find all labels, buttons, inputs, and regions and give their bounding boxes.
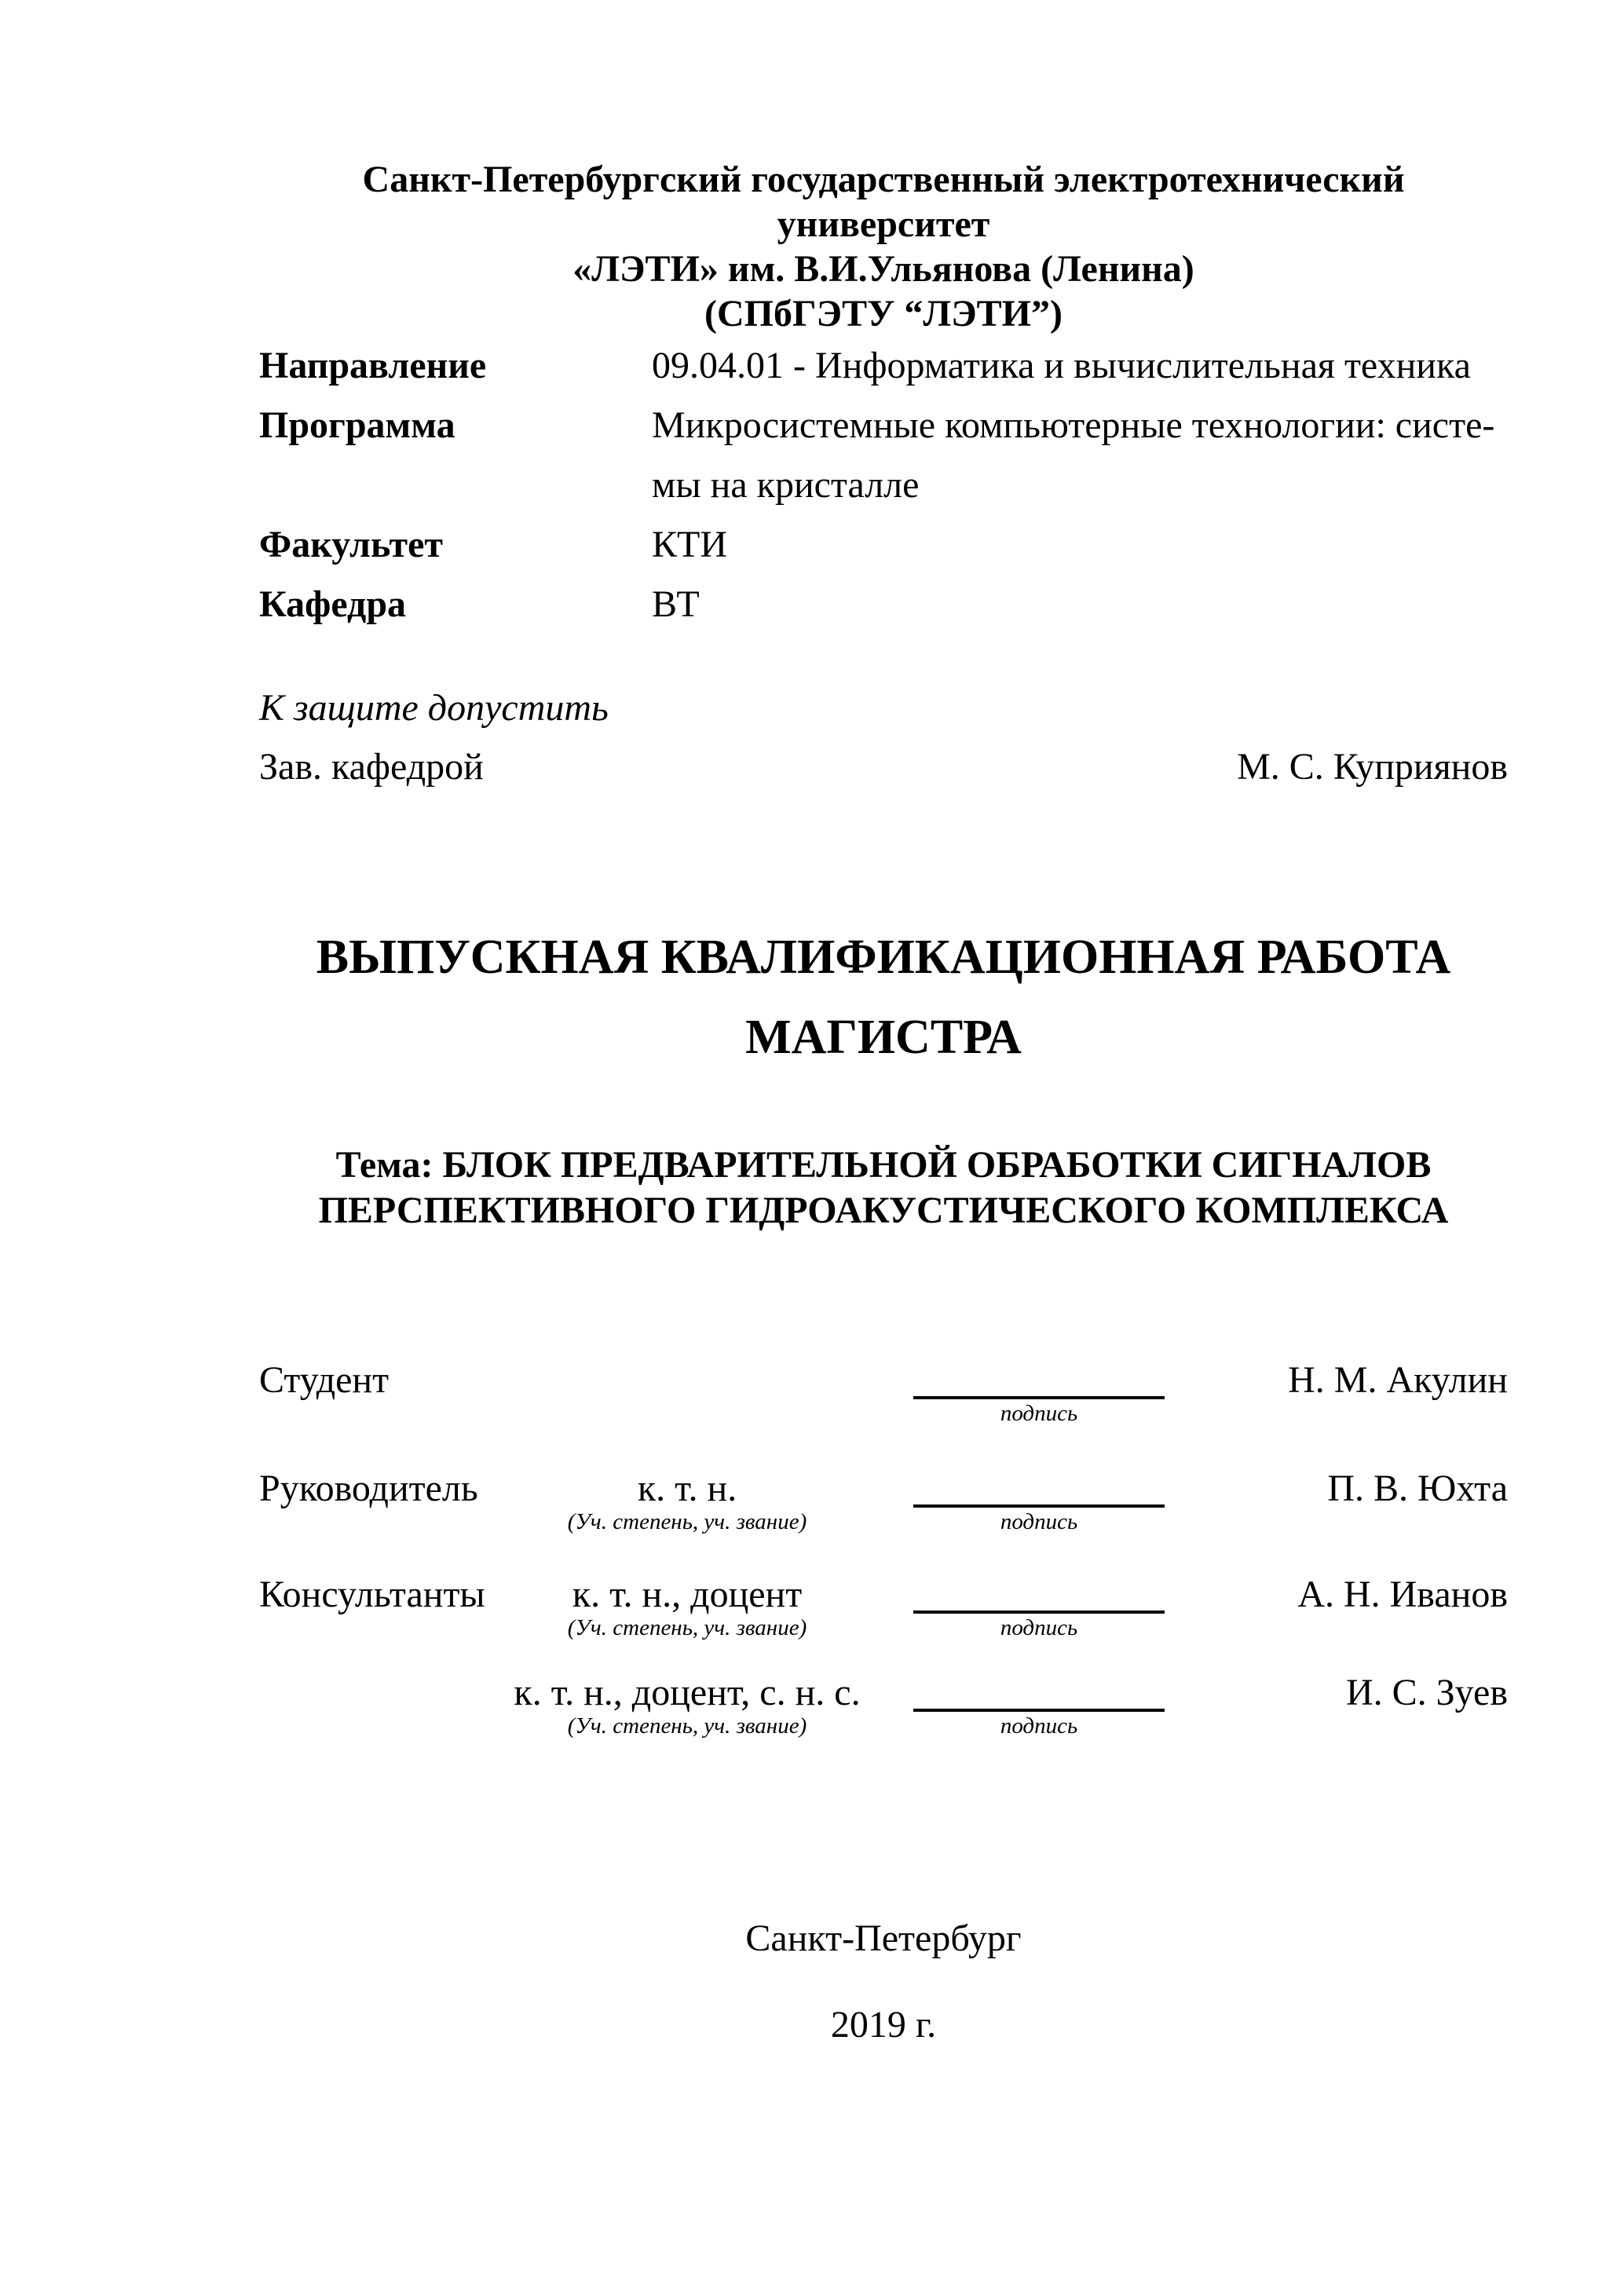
signature-role: Руководитель — [259, 1468, 478, 1509]
thesis-title-line1: ВЫПУСКНАЯ КВАЛИФИКАЦИОННАЯ РАБОТА — [316, 930, 1451, 984]
signature-credential: к. т. н., доцент, с. н. с. — [514, 1672, 861, 1713]
signature-name: А. Н. Иванов — [1297, 1574, 1508, 1615]
signature-name: П. В. Юхта — [1327, 1468, 1508, 1509]
field-value-faculty: КТИ — [652, 524, 727, 565]
university-name-line2: «ЛЭТИ» им. В.И.Ульянова (Ленина) — [572, 248, 1194, 290]
field-label-department: Кафедра — [259, 583, 407, 625]
signature-credential-caption: (Уч. степень, уч. звание) — [567, 1713, 807, 1738]
field-value-program-line2: мы на кристалле — [652, 464, 920, 506]
university-name-line1: Санкт-Петербургский государственный электротехнический университет — [362, 159, 1405, 245]
signature-credential-caption: (Уч. степень, уч. звание) — [567, 1615, 807, 1640]
university-name-line3: (СПбГЭТУ “ЛЭТИ”) — [704, 293, 1063, 335]
field-label-direction: Направление — [259, 345, 487, 386]
topic-line1: Тема: БЛОК ПРЕДВАРИТЕЛЬНОЙ ОБРАБОТКИ СИГНАЛОВ — [335, 1144, 1432, 1186]
admission-approver-name: М. С. Куприянов — [1237, 746, 1508, 788]
signature-name: И. С. Зуев — [1345, 1672, 1508, 1713]
signature-caption: подпись — [1000, 1401, 1078, 1426]
signature-credential: к. т. н. — [637, 1468, 737, 1509]
thesis-title-line2: МАГИСТРА — [745, 1011, 1022, 1064]
university-header — [259, 157, 1508, 336]
field-value-department: ВТ — [652, 583, 700, 625]
footer-city: Санкт-Петербург — [745, 1918, 1022, 1959]
signature-role: Студент — [259, 1359, 390, 1401]
topic-line2: ПЕРСПЕКТИВНОГО ГИДРОАКУСТИЧЕСКОГО КОМПЛЕКСА — [318, 1190, 1449, 1231]
field-value-direction: 09.04.01 - Информатика и вычислительная техника — [652, 345, 1471, 386]
signature-caption: подпись — [1000, 1713, 1078, 1738]
field-label-program: Программа — [259, 404, 455, 446]
admission-approver-label: Зав. кафедрой — [259, 746, 484, 788]
field-value-program-line1: Микросистемные компьютерные технологии: систе- — [652, 404, 1495, 446]
signature-credential-caption: (Уч. степень, уч. звание) — [567, 1509, 807, 1534]
signature-line — [913, 1709, 1165, 1712]
signature-line — [913, 1504, 1165, 1508]
footer-year: 2019 г. — [830, 2004, 937, 2046]
admission-statement: К защите допустить — [259, 687, 609, 729]
signature-name: Н. М. Акулин — [1288, 1359, 1508, 1401]
signature-caption: подпись — [1000, 1615, 1078, 1640]
signature-line — [913, 1396, 1165, 1399]
signature-role: Консультанты — [259, 1574, 485, 1615]
signature-line — [913, 1610, 1165, 1614]
field-label-faculty: Факультет — [259, 524, 443, 565]
signature-caption: подпись — [1000, 1509, 1078, 1534]
signature-credential: к. т. н., доцент — [572, 1574, 803, 1615]
